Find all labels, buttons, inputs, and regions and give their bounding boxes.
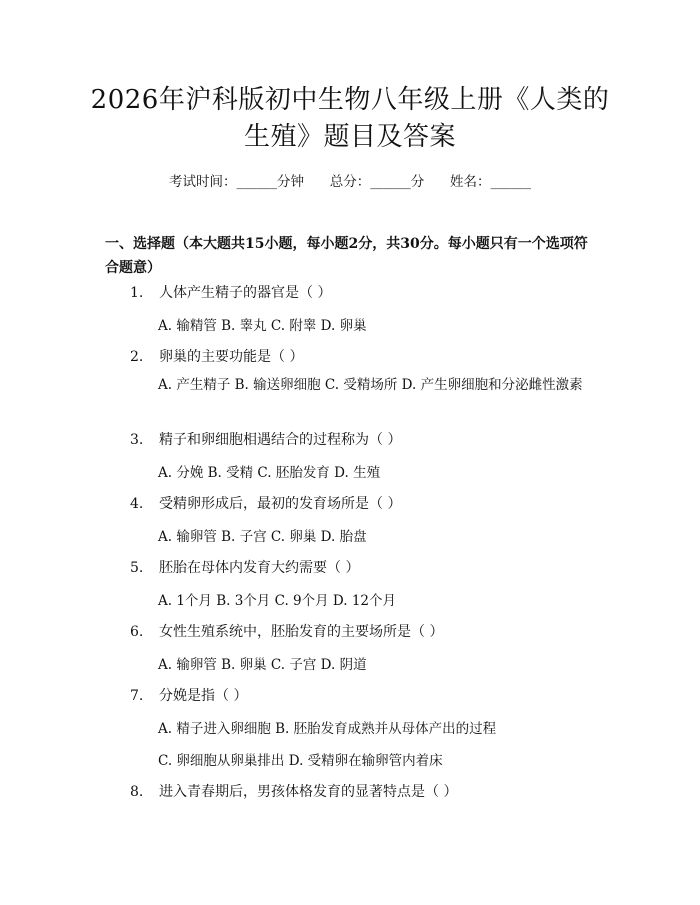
question-text: 人体产生精子的器官是（ ） <box>159 285 332 301</box>
question-number: 7. <box>130 688 144 704</box>
question-number: 5. <box>130 560 144 576</box>
question-5-options: A. 1个月 B. 3个月 C. 9个月 D. 12个月 <box>158 593 397 609</box>
question-number: 6. <box>130 624 144 640</box>
question-number: 4. <box>130 496 144 512</box>
question-text: 胚胎在母体内发育大约需要（ ） <box>159 560 360 576</box>
question-1 <box>130 282 331 302</box>
question-text: 进入青春期后，男孩体格发育的显著特点是（ ） <box>159 784 458 800</box>
question-8 <box>130 781 457 801</box>
question-5 <box>130 557 359 577</box>
question-1-options: A. 输精管 B. 睾丸 C. 附睾 D. 卵巢 <box>158 318 367 334</box>
question-number: 3. <box>130 432 144 448</box>
question-text: 受精卵形成后，最初的发育场所是（ ） <box>159 496 402 512</box>
document-title <box>40 82 660 156</box>
question-number: 2. <box>130 349 144 365</box>
question-7 <box>130 685 247 705</box>
question-text: 分娩是指（ ） <box>159 688 248 704</box>
question-number: 1. <box>130 285 144 301</box>
question-text: 卵巢的主要功能是（ ） <box>159 349 304 365</box>
question-7-options-line-1: A. 精子进入卵细胞 B. 胚胎发育成熟并从母体产出的过程 <box>158 721 497 737</box>
title-line-2: 生殖》题目及答案 <box>243 122 456 152</box>
question-number: 8. <box>130 784 144 800</box>
question-2 <box>130 346 303 366</box>
question-6-options: A. 输卵管 B. 卵巢 C. 子宫 D. 阴道 <box>158 657 367 673</box>
question-3 <box>130 429 401 449</box>
question-text: 女性生殖系统中，胚胎发育的主要场所是（ ） <box>159 624 444 640</box>
question-7-options-line-2: C. 卵细胞从卵巢排出 D. 受精卵在输卵管内着床 <box>158 753 443 769</box>
question-3-options: A. 分娩 B. 受精 C. 胚胎发育 D. 生殖 <box>158 465 381 481</box>
question-text: 精子和卵细胞相遇结合的过程称为（ ） <box>159 432 402 448</box>
question-4 <box>130 493 401 513</box>
title-line-1: 2026年沪科版初中生物八年级上册《人类的 <box>90 85 610 115</box>
question-2-options: A. 产生精子 B. 输送卵细胞 C. 受精场所 D. 产生卵细胞和分泌雌性激素 <box>158 377 583 393</box>
section-heading: 一、选择题（本大题共15小题，每小题2分，共30分。每小题只有一个选项符合题意） <box>105 236 588 276</box>
exam-meta-line: 考试时间：______分钟 总分：______分 姓名：______ <box>169 174 531 190</box>
question-4-options: A. 输卵管 B. 子宫 C. 卵巢 D. 胎盘 <box>158 529 367 545</box>
question-6 <box>130 621 443 641</box>
